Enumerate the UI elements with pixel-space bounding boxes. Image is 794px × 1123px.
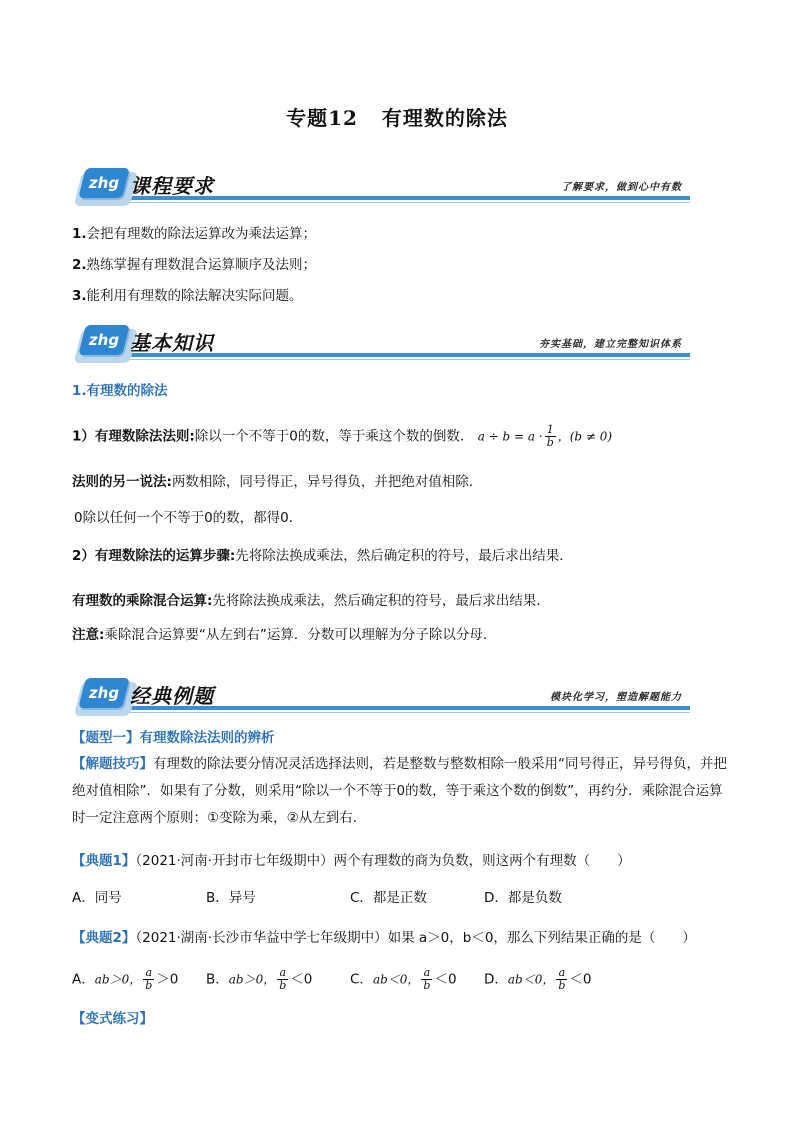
requirement-item: 1.会把有理数的除法运算改为乘法运算；: [72, 226, 317, 242]
option-b: B．异号: [206, 890, 256, 906]
zhg-logo-icon: zhg: [78, 325, 129, 355]
knowledge-heading: 1.有理数的除法: [72, 383, 168, 399]
title-sub: 有理数的除法: [381, 106, 508, 130]
option-b: B．ab＞0， $\frac{a}{b}$ ＜0: [206, 966, 313, 992]
requirement-item: 3.能利用有理数的除法解决实际问题。: [72, 288, 303, 304]
example-1: 【典题1】（2021·河南·开封市七年级期中）两个有理数的商为负数，则这两个有理数（ ）: [72, 853, 631, 869]
section-motto: 模块化学习，塑造解题能力: [550, 692, 682, 703]
practice-label: 【变式练习】: [72, 1011, 153, 1027]
mixed-operations: 有理数的乘除混合运算:先将除法换成乘法，然后确定积的符号，最后求出结果．: [72, 593, 550, 609]
option-a: A．同号: [72, 890, 122, 906]
option-a: A．ab＞0， $\frac{a}{b}$ ＞0: [72, 966, 179, 992]
example-2-options: [72, 963, 692, 993]
section-banner-knowledge: [76, 323, 690, 367]
zhg-logo-icon: zhg: [78, 678, 129, 708]
section-banner-requirements: [76, 166, 690, 210]
page-title: [0, 102, 794, 131]
section-motto: 夯实基础，建立完整知识体系: [539, 339, 682, 350]
option-d: D．都是负数: [484, 890, 562, 906]
option-c: C．都是正数: [350, 890, 427, 906]
section-label: 课程要求: [130, 174, 214, 198]
section-banner-examples: [76, 676, 690, 720]
option-c: C．ab＜0， $\frac{a}{b}$ ＜0: [350, 966, 457, 992]
option-d: D．ab＜0， $\frac{a}{b}$ ＜0: [484, 966, 592, 992]
title-main: 专题12: [286, 106, 358, 130]
note: 注意:乘除混合运算要“从左到右”运算．分数可以理解为分子除以分母．: [72, 627, 497, 643]
division-steps: 2）有理数除法的运算步骤:先将除法换成乘法，然后确定积的符号，最后求出结果．: [72, 548, 573, 564]
problem-type-label: 【题型一】有理数除法法则的辨析: [72, 730, 275, 746]
example-2: 【典题2】（2021·湖南·长沙市华益中学七年级期中）如果 a＞0，b＜0，那么下列结果正确的是（ ）: [72, 930, 696, 946]
solving-tip: 【解题技巧】有理数的除法要分情况灵活选择法则，若是整数与整数相除一般采用“同号得正，异号得负，并把绝对值相除”．如果有了分数，则采用“除以一个不等于0的数，等于乘这个数的倒数”，再约分．乘除混合运算时一定注意两个原则：①变除为乘，②从左到右．: [72, 756, 727, 826]
section-label: 经典例题: [130, 684, 214, 708]
rule-alternative: 法则的另一说法:两数相除，同号得正，异号得负，并把绝对值相除．: [72, 474, 483, 490]
section-motto: 了解要求，做到心中有数: [561, 182, 682, 193]
zhg-logo-icon: zhg: [78, 168, 129, 198]
section-label: 基本知识: [130, 331, 214, 355]
requirement-item: 2.熟练掌握有理数混合运算顺序及法则；: [72, 257, 317, 273]
division-rule: 1）有理数除法法则:除以一个不等于0的数，等于乘这个数的倒数． a ÷ b = a · $\frac{1}{b}$ ，(b ≠ 0): [72, 423, 613, 449]
zero-rule: 0除以任何一个不等于0的数，都得0．: [74, 510, 303, 526]
